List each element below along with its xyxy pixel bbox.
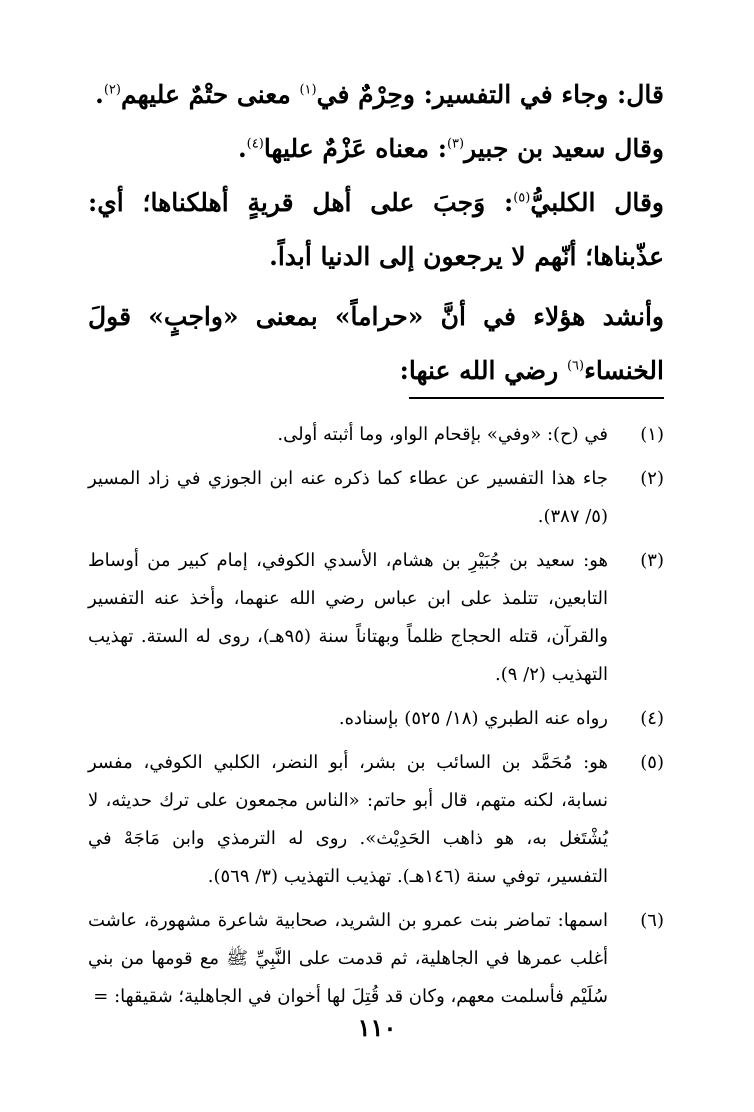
main-paragraph-1 xyxy=(88,68,664,122)
main-text xyxy=(88,68,664,398)
footnote-number: (٤) xyxy=(640,708,664,729)
footnotes xyxy=(88,416,664,1022)
main-paragraph-2 xyxy=(88,122,664,176)
footnote-6 xyxy=(88,902,664,1016)
footnote-3 xyxy=(88,542,664,694)
text-run: وأنشد هؤلاء في أنَّ «حراماً» بمعنى «واجبٍ» قولَ الخنساء xyxy=(88,302,664,385)
footnote-ref[interactable]: (٥) xyxy=(513,190,531,206)
text-run: قال: وجاء في التفسير: وحِرْمٌ في xyxy=(316,80,664,109)
text-run: : معناه عَزْمٌ عليها xyxy=(263,134,447,163)
footnote-text: هو: سعيد بن جُبَيْرِ بن هشام، الأسدي الكوفي، إمام كبير من أوساط التابعين، تتلمذ على ابن عباس رضي الله عنهما، وأخذ عنه التفسير والقرآن، قتله الحجاج ظلماً وبهتاناً سنة (٩٥هـ)، روى له الستة. تهذيب التهذيب (٢/ ٩). xyxy=(88,550,608,685)
text-run: وقال سعيد بن جبير xyxy=(464,134,664,163)
footnote-ref[interactable]: (٦) xyxy=(566,358,585,374)
footnote-number: (٢) xyxy=(640,468,664,489)
footnote-number: (٣) xyxy=(640,550,664,571)
text-run: رضي الله عنها: xyxy=(399,356,567,385)
main-paragraph-3 xyxy=(88,176,664,284)
footnote-text: اسمها: تماضر بنت عمرو بن الشريد، صحابية شاعرة مشهورة، عاشت أغلب عمرها في الجاهلية، ثم قدمت على النَّبِيِّ ﷺ مع قومها من بني سُلَيْم فأسلمت معهم، وكان قد قُتِلَ لها أخوان في الجاهلية؛ شقيقها: = xyxy=(88,910,608,1007)
footnote-ref[interactable]: (٢) xyxy=(103,82,121,98)
footnote-number: (٥) xyxy=(640,752,664,773)
footnote-2 xyxy=(88,460,664,536)
footnote-1 xyxy=(88,416,664,454)
footnote-text: في (ح): «وفي» بإقحام الواو، وما أثبته أولى. xyxy=(277,424,608,445)
text-run: . xyxy=(237,134,247,163)
main-paragraph-4 xyxy=(88,290,664,398)
footnote-number: (١) xyxy=(640,424,664,445)
footnote-text: هو: مُحَمَّد بن السائب بن بشر، أبو النضر، الكلبي الكوفي، مفسر نسابة، لكنه متهم، قال أبو حاتم: «الناس مجمعون على ترك حديثه، لا يُشْتَغل به، هو ذاهب الحَدِيْث». روى له الترمذي وابن مَاجَهْ في التفسير، توفي سنة (١٤٦هـ). تهذيب التهذيب (٣/ ٥٦٩). xyxy=(88,752,609,887)
text-run: معنى حتْمٌ عليهم xyxy=(120,80,300,109)
text-run: وقال الكلبيُّ xyxy=(530,188,664,217)
footnote-number: (٦) xyxy=(640,910,664,931)
text-run: . xyxy=(95,80,104,109)
footnote-5 xyxy=(88,744,664,896)
footnote-4 xyxy=(88,700,664,738)
footnote-text: جاء هذا التفسير عن عطاء كما ذكره عنه ابن الجوزي في زاد المسير (٥/ ٣٨٧). xyxy=(88,468,608,527)
footnote-separator xyxy=(409,397,664,399)
footnote-ref[interactable]: (٤) xyxy=(246,136,264,152)
footnote-ref[interactable]: (١) xyxy=(299,82,317,98)
footnote-ref[interactable]: (٣) xyxy=(446,136,465,152)
page-number: ١١٠ xyxy=(357,1013,397,1042)
text-run: : وَجبَ على أهل قريةٍ أهلكناها؛ أي: عذّبناها؛ أنّهم لا يرجعون إلى الدنيا أبداً. xyxy=(88,188,664,271)
footnote-text: رواه عنه الطبري (١٨/ ٥٢٥) بإسناده. xyxy=(338,708,608,729)
